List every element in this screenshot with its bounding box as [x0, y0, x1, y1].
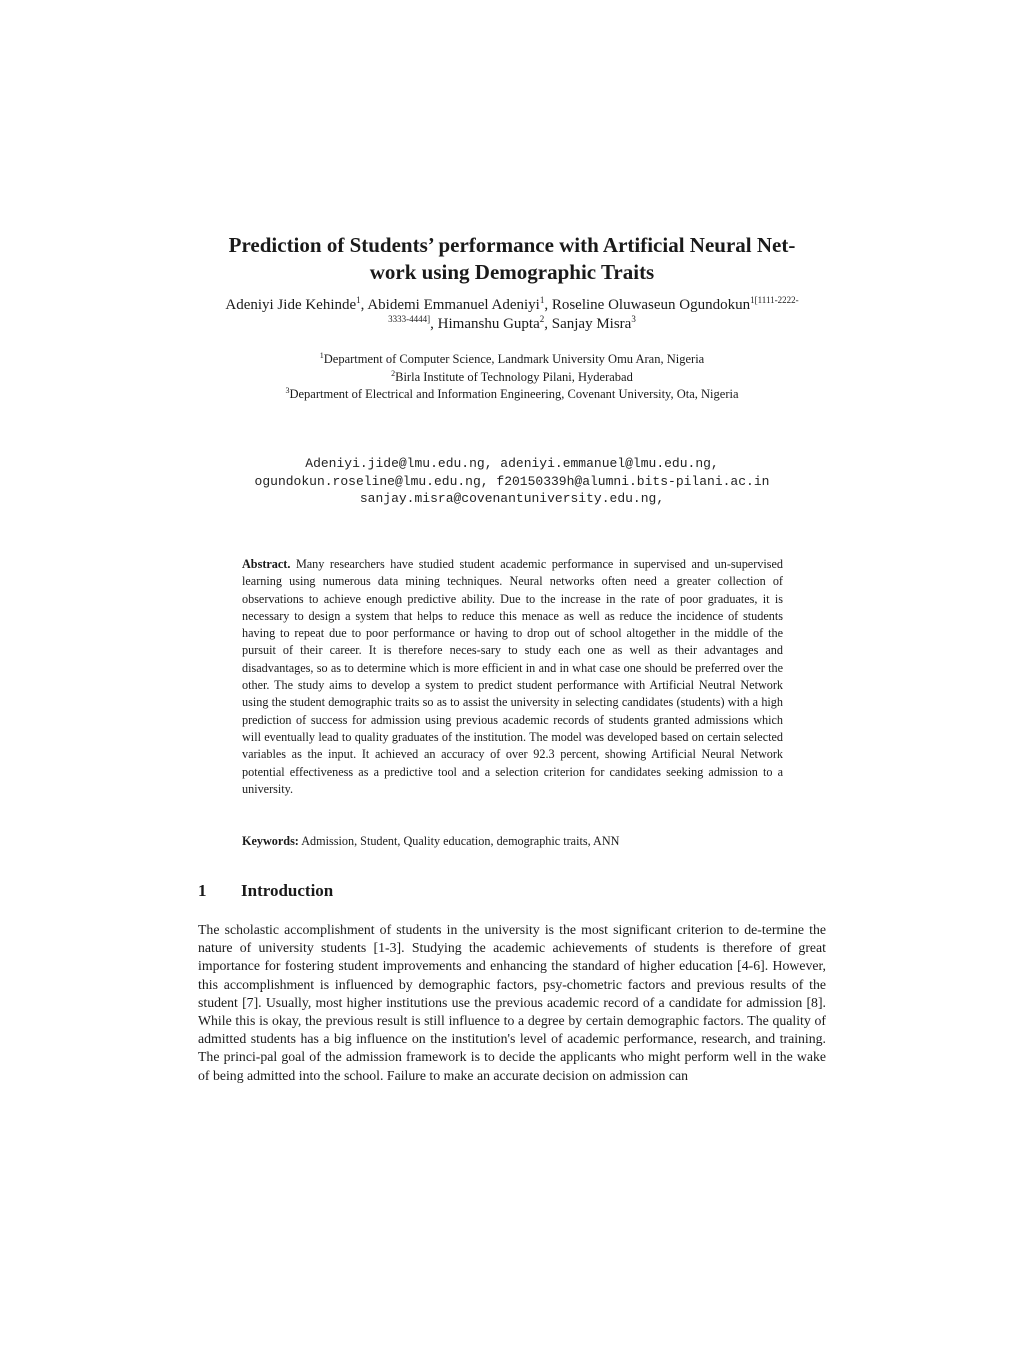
author-name: , Sanjay Misra	[544, 316, 632, 332]
abstract-label: Abstract.	[242, 557, 291, 571]
author-line-2	[150, 315, 874, 334]
intro-paragraph: The scholastic accomplishment of students in the university is the most significant criterion to de-termine the nature of university students [1-3]. Studying the academic achievements of students is therefore of great importance for fostering student improvements and enhancing the standard of higher education [4-6]. However, this accomplishment is influenced by demographic factors, psy-chometric factors and previous results of the student [7]. Usually, most higher institutions use the previous academic record of a candidate for admission [8]. While this is okay, the previous result is still influence to a degree by certain demographic factors. The quality of admitted students has a big influence on the institution's level of academic performance, research, and training. The princi-pal goal of the admission framework is to decide the applicants who might perform well in the wake of being admitted into the school. Failure to make an accurate decision on admission can	[198, 922, 826, 1083]
email-line: ogundokun.roseline@lmu.edu.ng, f20150339h@alumni.bits-pilani.ac.in	[254, 473, 770, 489]
author-orcid-mark-cont: 3333-4444]	[388, 314, 431, 324]
abstract	[242, 556, 783, 798]
keywords	[242, 833, 783, 850]
title-line-1: Prediction of Students’ performance with Artificial Neural Net-	[228, 233, 796, 257]
abstract-text: Many researchers have studied student academic performance in supervised and un-supervised learning using numerous data mining techniques. Neural networks often need a greater collection of observations to achieve enough predictive ability. Due to the increase in the rate of poor graduates, it is necessary to design a system that helps to reduce this menace as well as reduce the incidence of students having to repeat due to poor performance or having to drop out of school altogether in the middle of the pursuit of their career. It is therefore neces-sary to study each one as well as their advantages and disadvantages, so as to determine which is more efficient in and in what case one should be preferred over the other. The study aims to develop a system to predict student performance with Artificial Neutral Network using the student demographic traits so as to assist the university in selecting candidates (students) with a high prediction of success for admission using previous academic records of students granted admissions which will eventually lead to quality graduates of the institution. The model was developed based on certain selected variables as the input. It achieved an accuracy of over 92.3 percent, showing Artificial Neural Network potential effectiveness as a predictive tool and a selection criterion for candidates seeking admission to a university.	[242, 557, 783, 796]
section-title: Introduction	[241, 881, 334, 900]
affiliation-list	[150, 351, 874, 404]
section-heading	[198, 880, 598, 902]
affiliation-item	[150, 369, 874, 387]
affiliation-text: Department of Electrical and Information Engineering, Covenant University, Ota, Nigeria	[289, 387, 739, 401]
title-line-2: work using Demographic Traits	[369, 260, 655, 284]
email-list	[150, 455, 874, 508]
affiliation-item	[150, 351, 874, 369]
author-list	[150, 296, 874, 334]
affiliation-number: 2	[391, 368, 396, 378]
author-affil-mark: 1	[356, 295, 361, 305]
email-line: sanjay.misra@covenantuniversity.edu.ng,	[359, 491, 665, 506]
affiliation-item	[150, 386, 874, 404]
paper-title	[150, 232, 874, 286]
author-line-1	[150, 296, 874, 315]
author-name: Adeniyi Jide Kehinde	[225, 297, 357, 313]
author-affil-mark: 3	[631, 314, 636, 324]
affiliation-text: Birla Institute of Technology Pilani, Hyderabad	[395, 369, 633, 384]
section-number: 1	[198, 881, 207, 900]
author-affil-mark: 2	[539, 314, 545, 324]
affiliation-number: 3	[285, 386, 290, 395]
author-affil-mark: 1	[539, 295, 545, 305]
keywords-text: Admission, Student, Quality education, demographic traits, ANN	[301, 834, 620, 848]
author-name: , Himanshu Gupta	[430, 316, 540, 332]
keywords-label: Keywords:	[242, 834, 299, 848]
author-name: , Roseline Oluwaseun Ogundokun	[544, 297, 751, 313]
email-line: Adeniyi.jide@lmu.edu.ng, adeniyi.emmanuel@lmu.edu.ng,	[305, 456, 719, 471]
affiliation-text: Department of Computer Science, Landmark University Omu Aran, Nigeria	[323, 352, 705, 366]
affiliation-number: 1	[319, 351, 324, 360]
author-name: , Abidemi Emmanuel Adeniyi	[360, 297, 540, 313]
author-orcid-mark: 1[1111-2222-	[750, 295, 799, 305]
